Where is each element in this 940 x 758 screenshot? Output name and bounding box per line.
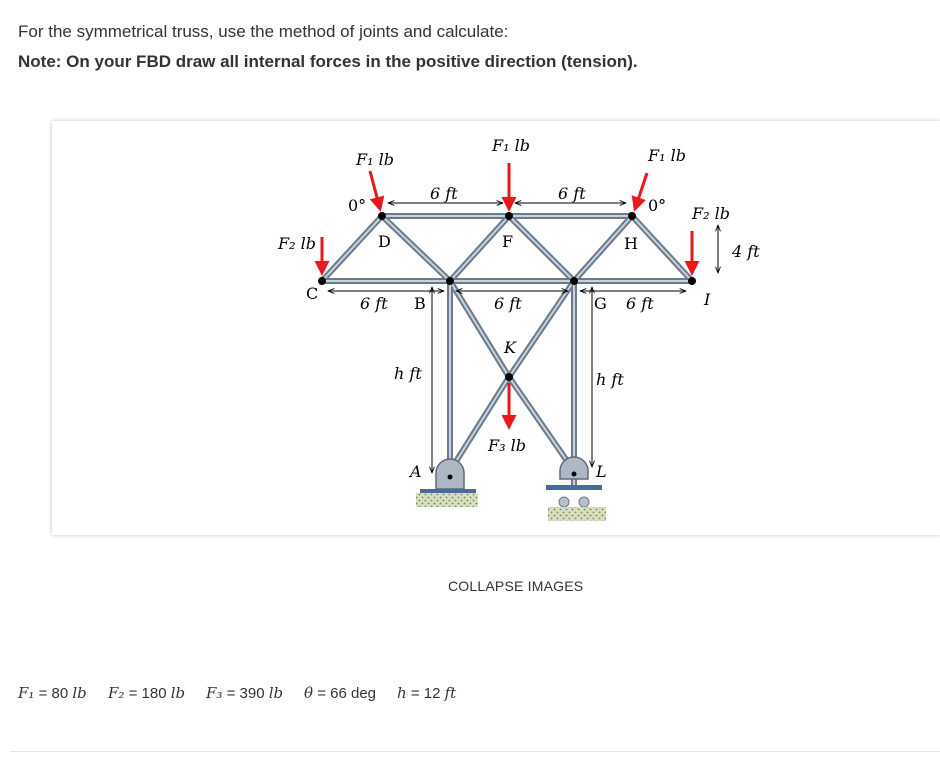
given-theta-value: = 66 deg (313, 685, 377, 702)
joint-label-F: F (502, 232, 514, 251)
label-f1-left: F₁ lb (356, 150, 394, 169)
question-text: For the symmetrical truss, use the method of joints and calculate: (18, 22, 509, 41)
label-height-left: h ft (394, 364, 422, 383)
label-dim-mid-left: 6 ft (360, 294, 388, 313)
pin-support-A (416, 459, 478, 507)
label-f1-right: F₁ lb (648, 146, 686, 165)
label-angle-right: 0° (648, 196, 667, 215)
joint-label-A: A (410, 462, 422, 481)
truss-diagram (52, 121, 940, 535)
question-note: Note: On your FBD draw all internal forces in the positive direction (tension). (18, 52, 638, 71)
label-f2-left: F₂ lb (278, 234, 316, 253)
label-height-right: h ft (596, 370, 624, 389)
given-f3-unit: lb (268, 684, 284, 702)
label-dim-mid-center: 6 ft (494, 294, 522, 313)
given-f3-value: = 390 (222, 685, 269, 702)
label-f1-mid: F₁ lb (492, 136, 530, 155)
truss-figure[interactable] (52, 121, 940, 535)
label-dim-top-right: 6 ft (558, 184, 586, 203)
label-depth: 4 ft (732, 242, 760, 261)
joint-label-B: B (414, 294, 426, 313)
given-h-value: = 12 (406, 685, 445, 702)
bottom-divider (10, 751, 940, 752)
given-f1-symbol: F₁ (18, 684, 35, 702)
given-theta-symbol: θ (304, 684, 314, 702)
collapse-images-button[interactable]: COLLAPSE IMAGES (448, 578, 584, 594)
given-h (397, 684, 456, 702)
label-dim-top-left: 6 ft (430, 184, 458, 203)
given-h-symbol: h (397, 684, 407, 702)
given-f2-unit: lb (170, 684, 186, 702)
given-f1 (18, 684, 87, 702)
joint-label-G: G (594, 294, 607, 313)
given-f2 (108, 684, 185, 702)
given-f1-unit: lb (72, 684, 87, 702)
given-h-unit: ft (444, 684, 457, 702)
given-f1-value: = 80 (34, 685, 73, 702)
given-f2-symbol: F₂ (108, 684, 125, 702)
given-f3 (206, 684, 283, 702)
label-f2-right: F₂ lb (692, 204, 730, 223)
label-angle-left: 0° (348, 196, 367, 215)
label-dim-mid-right: 6 ft (626, 294, 654, 313)
joint-label-L: L (596, 462, 607, 481)
joint-label-C: C (306, 284, 319, 303)
label-f3: F₃ lb (488, 436, 526, 455)
joint-label-K: K (504, 338, 516, 357)
joint-label-H: H (624, 234, 638, 253)
joint-label-D: D (378, 232, 391, 251)
given-f2-value: = 180 (124, 685, 171, 702)
joint-label-I: I (704, 290, 711, 309)
given-theta (304, 684, 376, 702)
given-f3-symbol: F₃ (206, 684, 223, 702)
